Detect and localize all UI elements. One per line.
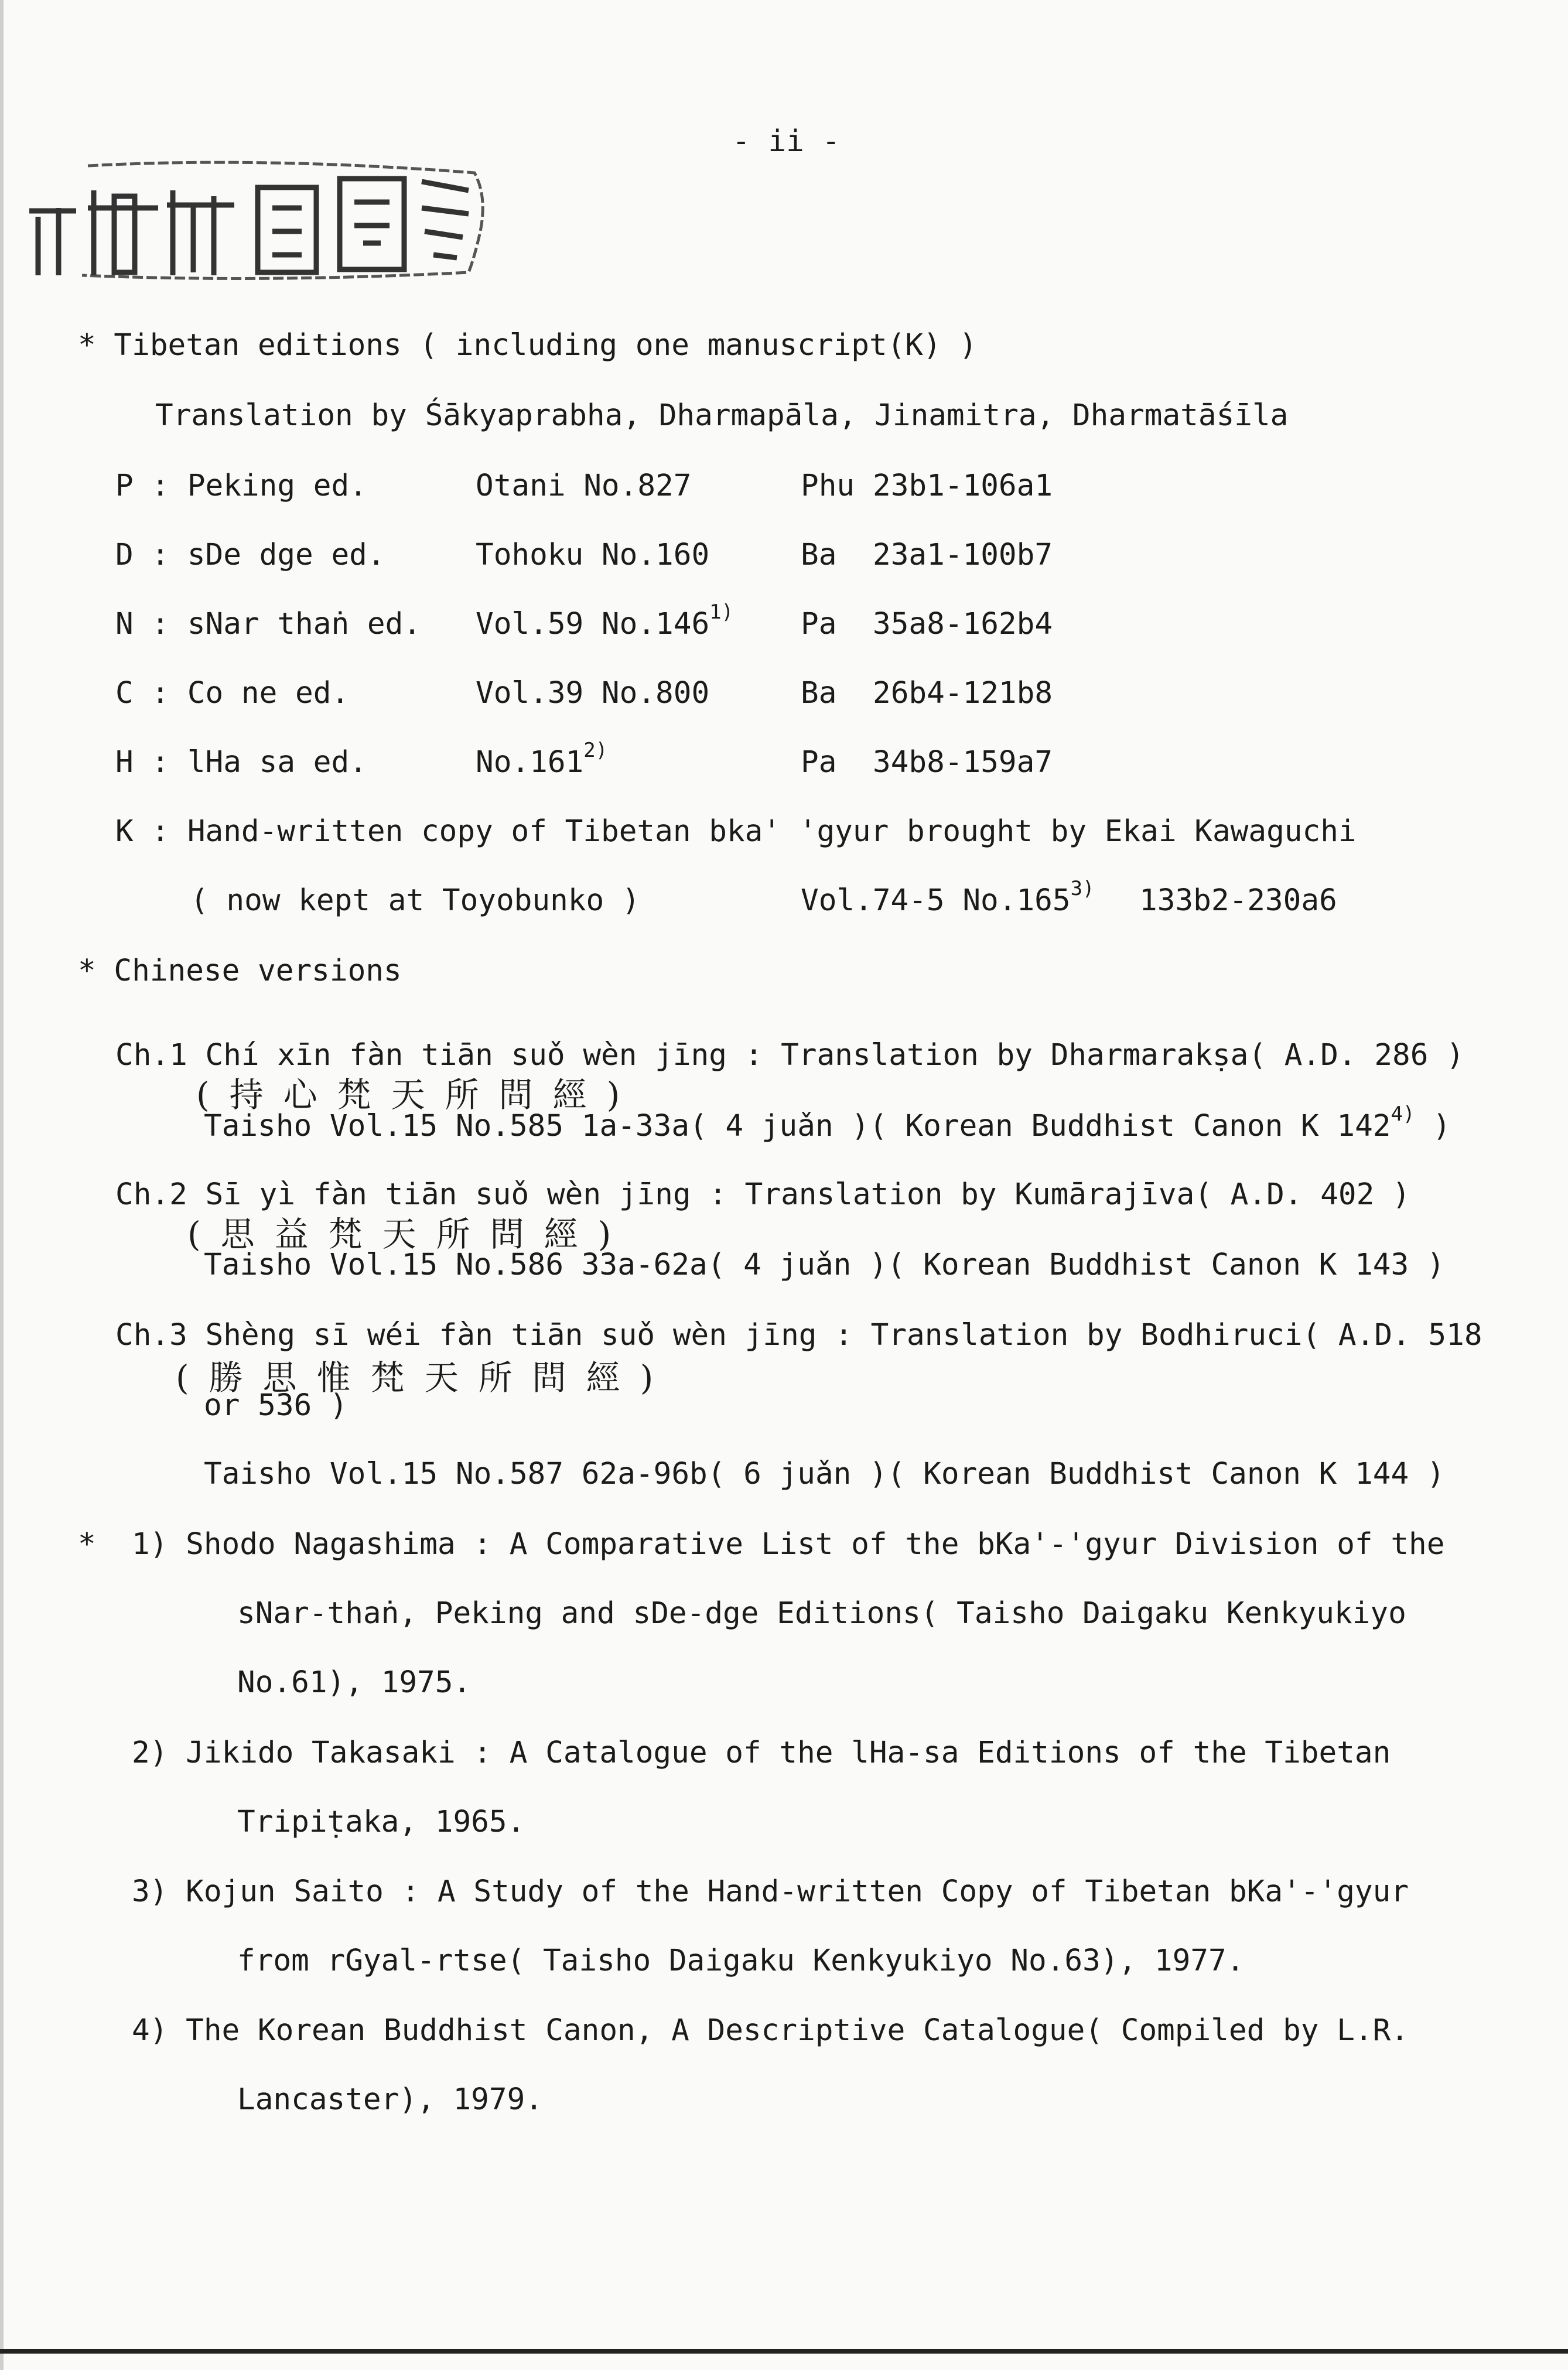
edition-code: C : Co ne ed. [115, 676, 350, 711]
ch1-kanji: (持心梵天所問經) [196, 1075, 640, 1115]
footnote-2: 2) Jikido Takasaki : A Catalogue of the lHa-sa Editions of the Tibetan [132, 1736, 1391, 1770]
footnote-4: 4) The Korean Buddhist Canon, A Descriptive Catalogue( Compiled by L.R. [132, 2013, 1409, 2048]
edition-code: N : sNar thaṅ ed. [115, 607, 421, 641]
edition-vol: Pa [801, 745, 837, 780]
edition-code: P : Peking ed. [115, 469, 367, 503]
edition-ref: No.161$^{2)}$ [476, 739, 608, 780]
notes-star: * [78, 1527, 96, 1562]
footnote-1-cont: No.61), 1975. [237, 1665, 472, 1700]
ch1-line: Ch.1 Chí xīn fàn tiān suǒ wèn jīng : Translation by Dharmarakṣa( A.D. 286 ) [115, 1038, 1464, 1073]
edition-range: 26b4-121b8 [873, 676, 1053, 711]
edition-range: 23b1-106a1 [873, 469, 1053, 503]
ch3-taisho: Taisho Vol.15 No.587 62a-96b( 6 juǎn )( Korean Buddhist Canon K 144 ) [204, 1457, 1445, 1491]
ch1-taisho: Taisho Vol.15 No.585 1a-33a( 4 juǎn )( Korean Buddhist Canon K 142$^{4)}$ ) [204, 1102, 1451, 1143]
k-edition-note: ( now kept at Toyobunko ) [190, 883, 640, 918]
footnote-mark: 1) [709, 600, 734, 624]
edition-code: H : lHa sa ed. [115, 745, 367, 780]
footnote-1-cont: sNar-thaṅ, Peking and sDe-dge Editions( Taisho Daigaku Kenkyukiyo [237, 1596, 1406, 1631]
k-edition-vol: Vol.74-5 No.165$^{3)}$ [801, 877, 1095, 918]
seal-stamp [12, 155, 492, 287]
page-edge [0, 0, 4, 2370]
edition-ref: Otani No.827 [476, 469, 692, 503]
ch3-line: Ch.3 Shèng sī wéi fàn tiān suǒ wèn jīng : Translation by Bodhiruci( A.D. 518 [115, 1318, 1482, 1353]
edition-ref: Vol.39 No.800 [476, 676, 710, 711]
edition-range: 34b8-159a7 [873, 745, 1053, 780]
footnote-4-cont: Lancaster), 1979. [237, 2082, 543, 2117]
ch3-kanji: (勝思惟梵天所問經) [176, 1358, 674, 1398]
footnote-3-cont: from rGyal-rtse( Taisho Daigaku Kenkyukiyo No.63), 1977. [237, 1944, 1245, 1978]
edition-vol: Phu [801, 469, 855, 503]
footnote-mark: 2) [583, 739, 608, 762]
edition-ref: Tohoku No.160 [476, 538, 710, 572]
k-edition-range: 133b2-230a6 [1139, 883, 1337, 918]
ch2-kanji: (思益梵天所問經) [187, 1214, 631, 1254]
edition-code: D : sDe dge ed. [115, 538, 385, 572]
bottom-rule [0, 2349, 1568, 2354]
tibetan-translators: Translation by Śākyaprabha, Dharmapāla, Jinamitra, Dharmatāśīla [155, 398, 1289, 433]
footnote-3: 3) Kojun Saito : A Study of the Hand-written Copy of Tibetan bKa'-'gyur [132, 1874, 1409, 1909]
page-number: - ii - [732, 124, 841, 159]
k-edition-line: K : Hand-written copy of Tibetan bka' 'gyur brought by Ekai Kawaguchi [115, 814, 1357, 849]
tibetan-heading: * Tibetan editions ( including one manuscript(K) ) [78, 328, 978, 363]
footnote-mark: 3) [1070, 877, 1095, 900]
chinese-heading: * Chinese versions [78, 954, 402, 988]
edition-range: 35a8-162b4 [873, 607, 1053, 641]
footnote-1: 1) Shodo Nagashima : A Comparative List of the bKa'-'gyur Division of the [132, 1527, 1445, 1562]
footnote-2-cont: Tripiṭaka, 1965. [237, 1805, 525, 1839]
edition-ref: Vol.59 No.146$^{1)}$ [476, 600, 734, 641]
ch2-taisho: Taisho Vol.15 No.586 33a-62a( 4 juǎn )( Korean Buddhist Canon K 143 ) [204, 1248, 1445, 1282]
ch2-line: Ch.2 Sī yì fàn tiān suǒ wèn jīng : Translation by Kumārajīva( A.D. 402 ) [115, 1177, 1410, 1212]
ch3-or: or 536 ) [204, 1388, 348, 1423]
edition-range: 23a1-100b7 [873, 538, 1053, 572]
edition-vol: Pa [801, 607, 837, 641]
edition-vol: Ba [801, 676, 837, 711]
footnote-mark: 4) [1391, 1102, 1415, 1126]
edition-vol: Ba [801, 538, 837, 572]
